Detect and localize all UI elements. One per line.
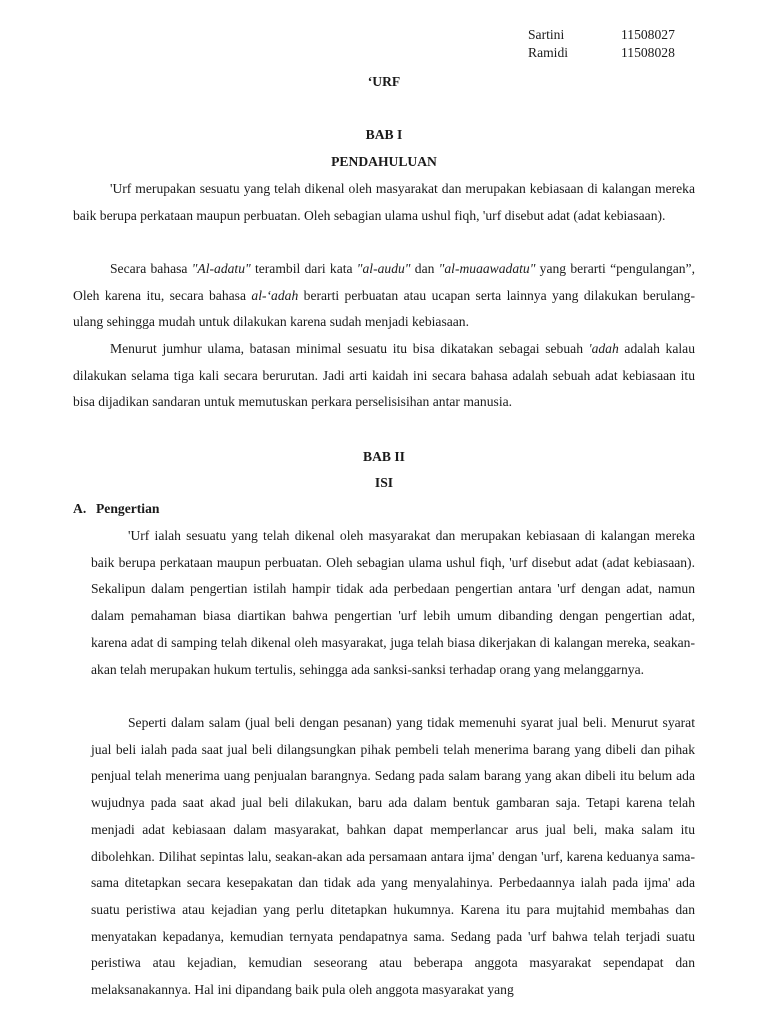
arabic-term: 'adah (588, 341, 619, 356)
bab2-paragraph-1: 'Urf ialah sesuatu yang telah dikenal oleh masyarakat dan merupakan kebiasaan di kalangan mereka baik berupa perkataan maupun perbuatan. Oleh sebagian ulama ushul fiqh, 'urf disebut adat (adat kebiasaan). Sekalipun dalam pengertian istilah hampir tidak ada perbedaan pengertian antara 'urf dengan adat, namun dalam pemahaman biasa diartikan bahwa pengertian 'urf lebih umum dibanding dengan pengertian adat, karena adat di samping telah dikenal oleh masyarakat, juga telah biasa dikerjakan di kalangan mereka, seakan-akan telah merupakan hukum tertulis, sehingga ada sanksi-sanksi terhadap orang yang melanggarnya. (91, 528, 695, 677)
section-a-heading (73, 500, 159, 518)
text-run: dan (410, 261, 439, 276)
bab1-heading: BAB I (365, 127, 403, 142)
text-run: Secara bahasa (110, 261, 192, 276)
arabic-term: "al-audu" (356, 261, 411, 276)
document-title: ‘URF (367, 74, 401, 89)
bab1-paragraph-3 (73, 336, 695, 416)
bab1-paragraph-2 (73, 256, 695, 336)
author-id: 11508027 (621, 27, 675, 42)
author-name: Sartini (528, 27, 565, 42)
author-row (528, 26, 675, 44)
bab2-paragraph-2: Seperti dalam salam (jual beli dengan pesanan) yang tidak memenuhi syarat jual beli. Menurut syarat jual beli ialah pada saat jual beli dilangsungkan pihak pembeli telah menerima barang yang dibeli dan pihak penjual telah menerima uang penjualan barangnya. Sedang pada salam barang yang akan dibeli itu belum ada wujudnya pada saat akad jual beli dilakukan, baru ada dalam bentuk gambaran saja. Tetapi karena telah menjadi adat kebiasaan dalam masyarakat, bahkan dapat memperlancar arus jual beli, maka salam itu dibolehkan. Dilihat sepintas lalu, seakan-akan ada persamaan antara ijma' dengan 'urf, karena keduanya sama-sama ditetapkan secara kesepakatan dan tidak ada yang menyalahinya. Perbedaannya ialah pada ijma' ada suatu peristiwa atau kejadian yang perlu ditetapkan hukumnya. Karena itu para mujtahid membahas dan menyatakan kepadanya, kemudian ternyata pendapatnya sama. Sedang pada 'urf bahwa telah terjadi suatu peristiwa atau kejadian, kemudian seseorang atau beberapa anggota masyarakat sependapat dan melaksanakannya. Hal ini dipandang baik pula oleh anggota masyarakat yang (91, 715, 695, 998)
arabic-term: "Al-adatu" (191, 261, 251, 276)
author-name: Ramidi (528, 45, 569, 60)
bab1-paragraph-1: 'Urf merupakan sesuatu yang telah dikenal oleh masyarakat dan merupakan kebiasaan di kalangan mereka baik berupa perkataan maupun perbuatan. Oleh sebagian ulama ushul fiqh, 'urf disebut adat (adat kebiasaan). (73, 181, 695, 223)
bab2-subheading: ISI (374, 475, 394, 490)
text-run: berarti perbuatan atau ucapan serta lainnya yang dilakukan berulang-ulang sehingga mudah untuk dilakukan karena sudah menjadi kebiasaan. (73, 287, 695, 330)
author-row (528, 44, 675, 62)
text-run: yang berarti “pengulangan”, Oleh karena itu, secara bahasa (73, 261, 695, 303)
text-run: terambil dari kata (250, 261, 357, 276)
arabic-term: al-‘adah (251, 287, 299, 303)
text-run: adalah kalau dilakukan selama tiga kali secara berurutan. Jadi arti kaidah ini secara bahasa adalah sebuah adat kebiasaan itu bisa dijadikan sandaran untuk memutuskan perkara perselisisihan antar manusia. (73, 341, 695, 410)
arabic-term: "al-muaawadatu" (438, 261, 536, 276)
author-list (528, 26, 675, 62)
author-id: 11508028 (621, 45, 675, 60)
bab1-subheading: PENDAHULUAN (331, 154, 437, 169)
text-run: Menurut jumhur ulama, batasan minimal sesuatu itu bisa dikatakan sebagai sebuah (110, 341, 589, 356)
section-title: Pengertian (96, 501, 160, 516)
bab2-heading: BAB II (363, 449, 405, 464)
section-letter: A. (73, 501, 87, 516)
